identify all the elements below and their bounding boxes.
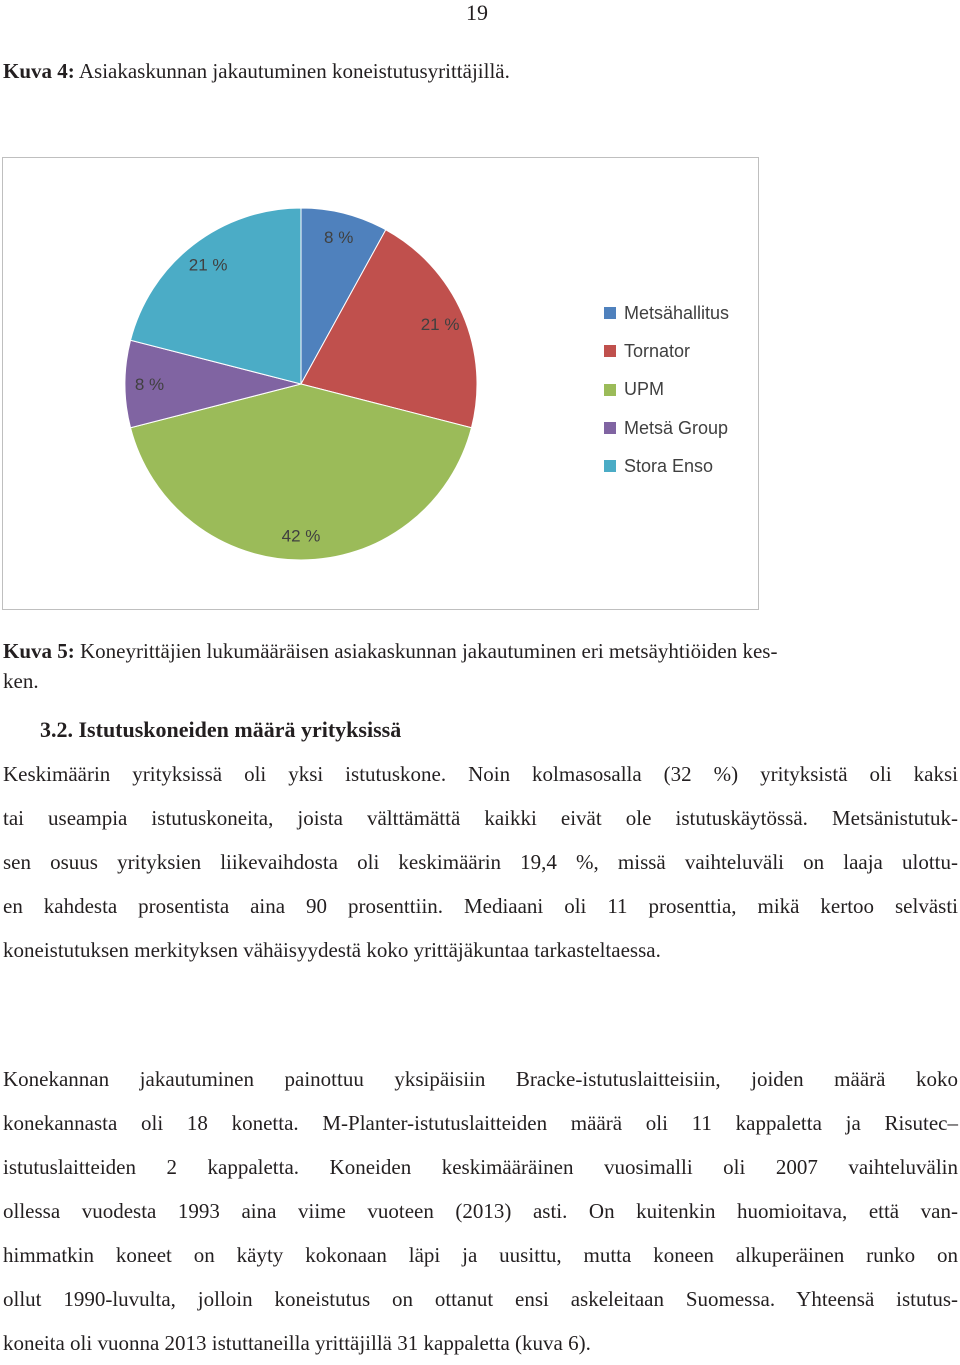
legend-swatch: [604, 460, 616, 472]
paragraph2-line: koneita oli vuonna 2013 istuttaneilla yrittäjillä 31 kappaletta (kuva 6).: [3, 1331, 591, 1355]
paragraph1-line: Keskimäärin yrityksissä oli yksi istutuskone. Noin kolmasosalla (32 %) yrityksistä oli kaksi: [3, 762, 958, 786]
legend-item: [604, 409, 729, 447]
legend-item: [604, 332, 729, 370]
legend-item: [604, 447, 729, 485]
paragraph1-line: sen osuus yrityksien liikevaihdosta oli keskimäärin 19,4 %, missä vaihteluväli on laaja ulottu-: [3, 850, 958, 874]
pie-data-label: 8 %: [134, 375, 165, 394]
legend-swatch: [604, 422, 616, 434]
legend-label: Stora Enso: [624, 455, 714, 476]
paragraph2-line: ollessa vuodesta 1993 aina viime vuoteen (2013) asti. On kuitenkin huomioitava, että van-: [3, 1199, 958, 1223]
legend-item: [604, 371, 729, 409]
pie-data-label: 42 %: [281, 526, 321, 546]
legend-label: Tornator: [624, 340, 691, 361]
pie-data-label: 8 %: [324, 228, 354, 248]
figure-5-text-line1: Koneyrittäjien lukumääräisen asiakaskunnan jakautuminen eri metsäyhtiöiden kes-: [74, 639, 778, 663]
figure-4-text: Asiakaskunnan jakautuminen koneistutusyrittäjillä.: [74, 59, 510, 83]
figure-5-label: Kuva 5:: [3, 639, 75, 663]
figure-5-caption: [3, 636, 777, 696]
paragraph1-line: en kahdesta prosentista aina 90 prosenttiin. Mediaani oli 11 prosenttia, mikä kertoo selvästi: [3, 894, 958, 918]
pie-data-label: 21 %: [420, 314, 460, 334]
pie-data-label: 21 %: [188, 255, 228, 275]
legend-label: Metsä Group: [624, 417, 729, 438]
paragraph2-line: Konekannan jakautuminen painottuu yksipäisiin Bracke-istutuslaitteisiin, joiden määrä koko: [3, 1067, 958, 1091]
page-number: 19: [466, 0, 488, 25]
legend-item: [604, 294, 729, 332]
pie-chart: [2, 157, 759, 610]
figure-4-label: Kuva 4:: [3, 59, 75, 83]
paragraph2-line: ollut 1990-luvulta, jolloin koneistutus on ottanut ensi askeleitaan Suomessa. Yhteensä istutus-: [3, 1287, 958, 1311]
section-heading: 3.2. Istutuskoneiden määrä yrityksissä: [40, 717, 402, 742]
paragraph2-line: istutuslaitteiden 2 kappaletta. Koneiden keskimääräinen vuosimalli oli 2007 vaihteluvälin: [3, 1155, 958, 1179]
chart-legend: [604, 294, 729, 485]
paragraph-2: [3, 1057, 958, 1365]
paragraph-1: [3, 752, 958, 972]
paragraph1-line: koneistutuksen merkityksen vähäisyydestä koko yrittäjäkuntaa tarkasteltaessa.: [3, 938, 661, 962]
paragraph1-line: tai useampia istutuskoneita, joista välttämättä kaikki eivät ole istutuskäytössä. Metsänistutuk-: [3, 806, 958, 830]
paragraph2-line: konekannasta oli 18 konetta. M-Planter-istutuslaitteiden määrä oli 11 kappaletta ja Risutec–: [3, 1111, 958, 1135]
legend-swatch: [604, 307, 616, 319]
legend-swatch: [604, 384, 616, 396]
legend-swatch: [604, 345, 616, 357]
legend-label: Metsähallitus: [624, 302, 730, 323]
paragraph2-line: himmatkin koneet on käyty kokonaan läpi ja uusittu, mutta koneen alkuperäinen runko on: [3, 1243, 958, 1267]
legend-label: UPM: [624, 379, 664, 400]
figure-4-caption: [3, 56, 510, 86]
figure-5-text-line2: ken.: [3, 669, 39, 693]
